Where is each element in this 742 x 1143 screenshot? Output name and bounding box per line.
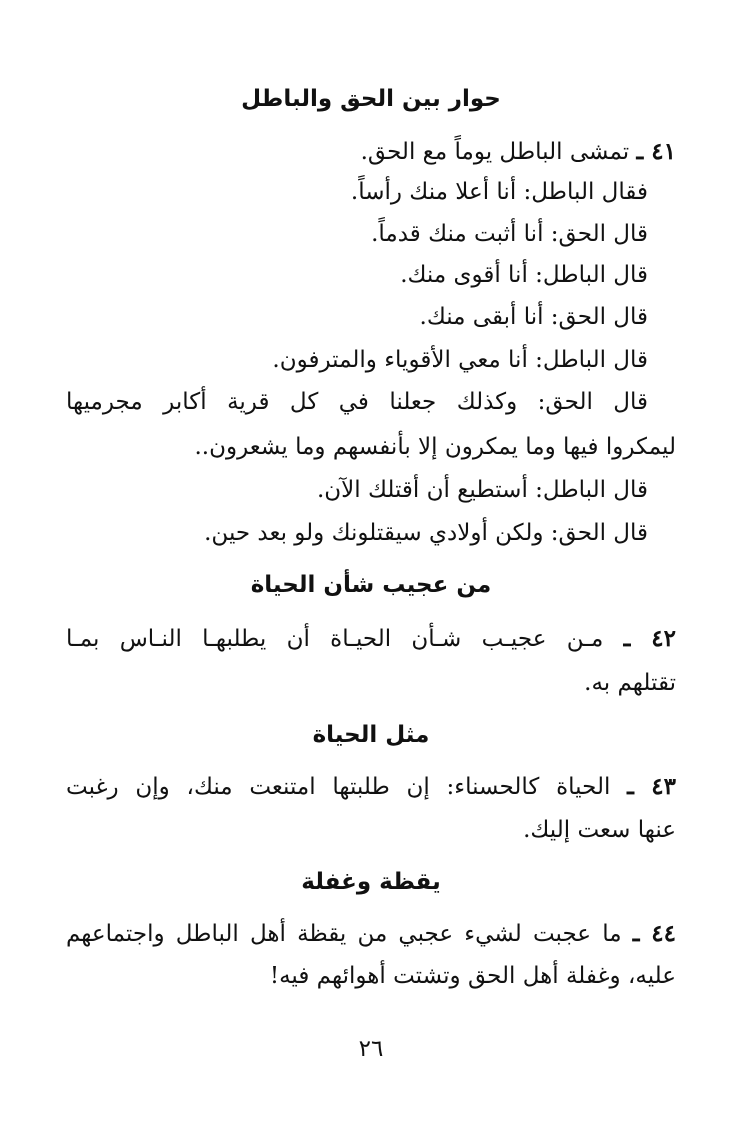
section-title-parable-of-life: مثل الحياة	[312, 722, 430, 748]
paragraph-42-line-2: تقتلهم به.	[584, 670, 676, 696]
section-title-vigilance-heedlessness: يقظة وغفلة	[301, 869, 441, 895]
dialogue-line: فقال الباطل: أنا أعلا منك رأساً.	[350, 179, 648, 205]
paragraph-44-line-1: ٤٤ ـ ما عجبت لشيء عجبي من يقظة أهل الباطل واجتماعهم	[66, 920, 676, 947]
dialogue-line: قال الحق: أنا أبقى منك.	[419, 304, 648, 330]
paragraph-44-line-2: عليه، وغفلة أهل الحق وتشتت أهوائهم فيه!	[269, 963, 676, 989]
dialogue-line: قال الباطل: أنا أقوى منك.	[400, 262, 648, 288]
section-title-wonder-of-life: من عجيب شأن الحياة	[250, 572, 492, 598]
section-title-truth-falsehood: حوار بين الحق والباطل	[241, 86, 501, 112]
paragraph-43-line-1: ٤٣ ـ الحياة كالحسناء: إن طلبتها امتنعت منك، وإن رغبت	[66, 773, 677, 800]
paragraph-42-line-1: ٤٢ ـ مـن عجيـب شـأن الحيـاة أن يطلبهـا النـاس بمـا	[66, 625, 676, 652]
paragraph-41-line-1: ٤١ ـ تمشى الباطل يوماً مع الحق.	[360, 138, 676, 165]
entry-number-41: ٤١ ـ	[636, 138, 676, 165]
dialogue-line: قال الحق: ولكن أولادي سيقتلونك ولو بعد حين.	[204, 520, 648, 546]
dialogue-line-continuation: ليمكروا فيها وما يمكرون إلا بأنفسهم وما يشعرون..	[194, 434, 676, 460]
entry-number-44: ٤٤ ـ	[632, 920, 676, 947]
dialogue-line: قال الباطل: أستطيع أن أقتلك الآن.	[316, 477, 648, 503]
entry-number-43: ٤٣ ـ	[627, 773, 677, 800]
entry-number-42: ٤٢ ـ	[623, 625, 676, 652]
page-number: ٢٦	[358, 1036, 384, 1062]
dialogue-line: قال الحق: أنا أثبت منك قدماً.	[371, 221, 648, 247]
dialogue-line: قال الباطل: أنا معي الأقوياء والمترفون.	[272, 347, 648, 373]
dialogue-line: قال الحق: وكذلك جعلنا في كل قرية أكابر مجرميها	[66, 389, 648, 415]
paragraph-43-line-2: عنها سعت إليك.	[523, 817, 676, 843]
